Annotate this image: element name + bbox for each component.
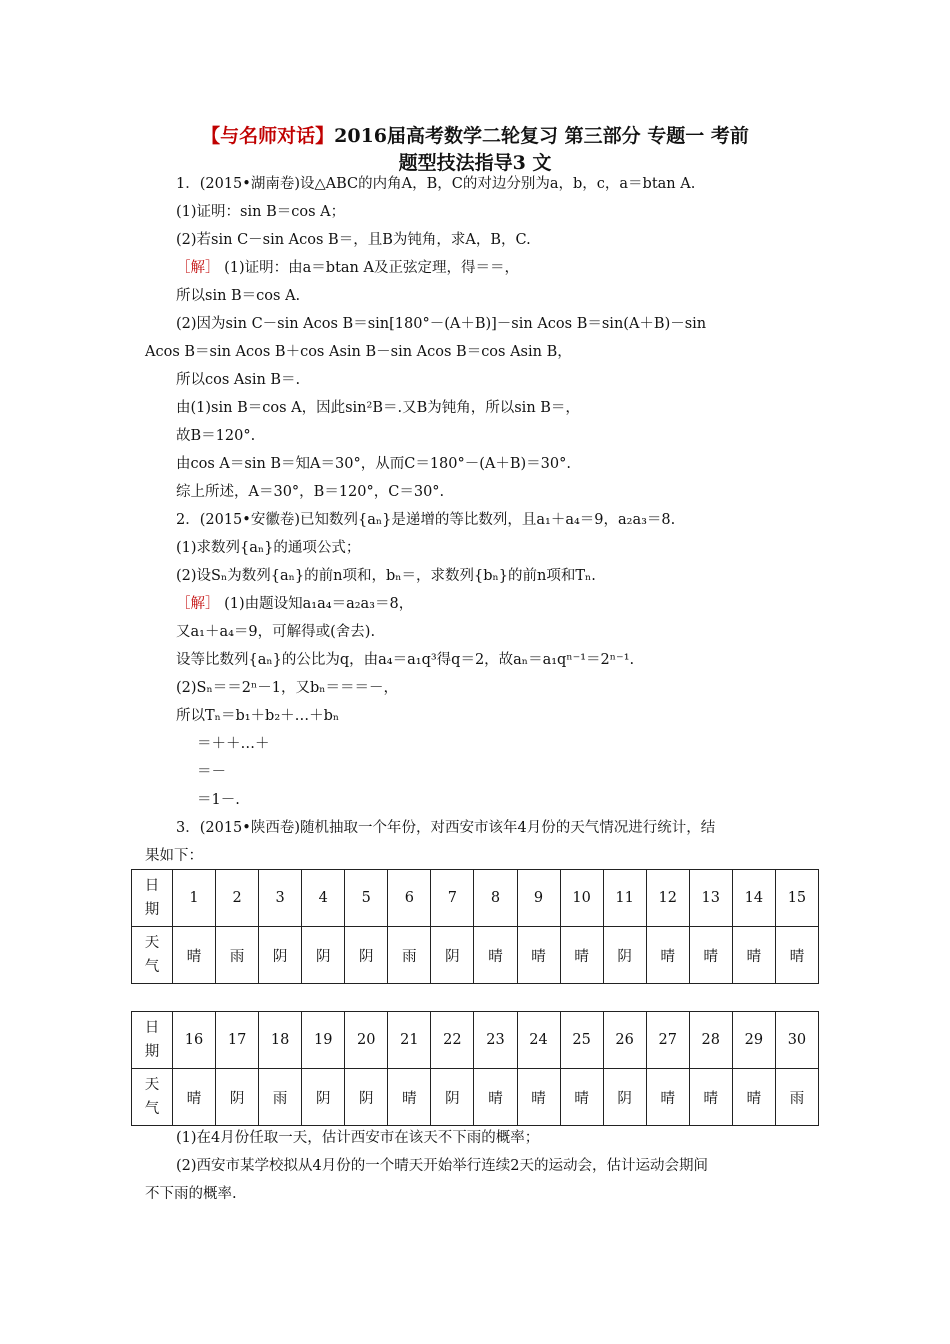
text-line (145, 254, 815, 282)
weather-cell: 晴 (388, 1069, 431, 1126)
weather-cell: 阴 (603, 927, 646, 984)
weather-cell: 雨 (388, 927, 431, 984)
text-line (145, 646, 815, 674)
date-cell: 26 (603, 1012, 646, 1069)
line-text: 由cos A＝sin B＝知A＝30°，从而C＝180°－(A＋B)＝30°. (176, 456, 571, 472)
text-line (145, 1152, 815, 1180)
date-cell: 29 (732, 1012, 775, 1069)
line-text: 综上所述，A＝30°，B＝120°，C＝30°. (176, 484, 445, 500)
line-text: (1)证明：sin B＝cos A； (176, 204, 346, 220)
date-cell: 1 (173, 870, 216, 927)
text-line (145, 198, 815, 226)
line-text: (1)在4月份任取一天，估计西安市在该天不下雨的概率； (176, 1130, 540, 1146)
text-line (145, 702, 815, 730)
line-text: ＝1－. (197, 792, 240, 808)
weather-cell: 晴 (560, 1069, 603, 1126)
date-cell: 19 (302, 1012, 345, 1069)
weather-cell: 晴 (517, 1069, 560, 1126)
line-text: 所以Tₙ＝b₁＋b₂＋…＋bₙ (176, 708, 340, 724)
date-cell: 25 (560, 1012, 603, 1069)
date-header-cell: 日 期 (132, 870, 173, 927)
weather-header-cell: 天 气 (132, 1069, 173, 1126)
text-line (145, 618, 815, 646)
line-text: 又a₁＋a₄＝9，可解得或(舍去). (176, 624, 376, 640)
weather-cell: 雨 (216, 927, 259, 984)
date-cell: 24 (517, 1012, 560, 1069)
text-line (145, 842, 815, 870)
date-header-cell: 日 期 (132, 1012, 173, 1069)
date-cell: 21 (388, 1012, 431, 1069)
line-text: Acos B＝sin Acos B＋cos Asin B－sin Acos B＝cos Asin B， (145, 344, 572, 360)
date-cell: 4 (302, 870, 345, 927)
date-cell: 28 (689, 1012, 732, 1069)
line-text: 不下雨的概率. (145, 1186, 237, 1202)
date-cell: 23 (474, 1012, 517, 1069)
line-text: (1)求数列{aₙ}的通项公式； (176, 540, 361, 556)
weather-cell: 雨 (775, 1069, 818, 1126)
line-text: 3．(2015•陕西卷)随机抽取一个年份，对西安市该年4月份的天气情况进行统计，结 (176, 820, 716, 836)
weather-cell: 晴 (474, 927, 517, 984)
title-line-2: 题型技法指导3 文 (398, 152, 552, 174)
text-line (145, 226, 815, 254)
text-line (145, 338, 815, 366)
date-cell: 30 (775, 1012, 818, 1069)
date-cell: 11 (603, 870, 646, 927)
weather-table-1 (131, 869, 819, 984)
table-row-weather (132, 927, 819, 984)
text-line (145, 478, 815, 506)
text-line (145, 506, 815, 534)
date-cell: 3 (259, 870, 302, 927)
text-line (145, 170, 815, 198)
weather-cell: 晴 (689, 927, 732, 984)
solution-tag: ［解］ (176, 596, 220, 612)
text-line (145, 674, 815, 702)
weather-cell: 晴 (173, 1069, 216, 1126)
text-line (145, 1124, 815, 1152)
weather-cell: 阴 (259, 927, 302, 984)
weather-cell: 晴 (517, 927, 560, 984)
line-text: (2)若sin C－sin Acos B＝，且B为钝角，求A，B，C. (176, 232, 531, 248)
date-cell: 20 (345, 1012, 388, 1069)
weather-cell: 阴 (345, 1069, 388, 1126)
line-text: (2)Sₙ＝＝2ⁿ－1，又bₙ＝＝＝－， (176, 680, 399, 696)
date-cell: 10 (560, 870, 603, 927)
line-text: 所以cos Asin B＝. (176, 372, 301, 388)
date-cell: 5 (345, 870, 388, 927)
question-3-parts (145, 1124, 815, 1208)
text-line (145, 1180, 815, 1208)
text-line (145, 422, 815, 450)
date-cell: 9 (517, 870, 560, 927)
text-line (145, 310, 815, 338)
date-cell: 7 (431, 870, 474, 927)
title-bracket: 【与名师对话】 (201, 125, 335, 147)
line-text: 果如下： (145, 848, 203, 864)
date-cell: 8 (474, 870, 517, 927)
weather-cell: 雨 (259, 1069, 302, 1126)
title-line-1 (60, 123, 890, 150)
document-body (145, 170, 815, 870)
date-cell: 18 (259, 1012, 302, 1069)
table-row-dates (132, 1012, 819, 1069)
text-line (145, 758, 815, 786)
document-title (60, 123, 890, 177)
weather-cell: 晴 (732, 927, 775, 984)
weather-cell: 阴 (431, 1069, 474, 1126)
line-text: 1．(2015•湖南卷)设△ABC的内角A，B，C的对边分别为a，b，c，a＝btan A. (176, 176, 696, 192)
text-line (145, 730, 815, 758)
line-text: (2)因为sin C－sin Acos B＝sin[180°－(A＋B)]－sin Acos B＝sin(A＋B)－sin (176, 316, 707, 332)
weather-cell: 晴 (560, 927, 603, 984)
line-text: ＝＋＋…＋ (197, 736, 270, 752)
text-line (145, 590, 815, 618)
weather-cell: 晴 (646, 927, 689, 984)
title-main-1: 2016届高考数学二轮复习 第三部分 专题一 考前 (334, 125, 749, 147)
weather-cell: 阴 (345, 927, 388, 984)
weather-cell: 阴 (603, 1069, 646, 1126)
weather-cell: 阴 (216, 1069, 259, 1126)
solution-tag: ［解］ (176, 260, 220, 276)
weather-cell: 阴 (431, 927, 474, 984)
weather-cell: 晴 (689, 1069, 732, 1126)
text-line (145, 814, 815, 842)
table-row-dates (132, 870, 819, 927)
line-text: (1)证明：由a＝btan A及正弦定理，得＝＝， (219, 260, 519, 276)
weather-cell: 晴 (173, 927, 216, 984)
line-text: (2)设Sₙ为数列{aₙ}的前n项和，bₙ＝，求数列{bₙ}的前n项和Tₙ. (176, 568, 596, 584)
line-text: (1)由题设知a₁a₄＝a₂a₃＝8， (219, 596, 414, 612)
weather-cell: 阴 (302, 1069, 345, 1126)
line-text: 设等比数列{aₙ}的公比为q，由a₄＝a₁q³得q＝2，故aₙ＝a₁qⁿ⁻¹＝2ⁿ⁻¹. (176, 652, 635, 668)
date-cell: 12 (646, 870, 689, 927)
text-line (145, 282, 815, 310)
date-cell: 16 (173, 1012, 216, 1069)
text-line (145, 366, 815, 394)
table-row-weather (132, 1069, 819, 1126)
date-cell: 6 (388, 870, 431, 927)
text-line (145, 450, 815, 478)
date-cell: 14 (732, 870, 775, 927)
weather-table-2 (131, 1011, 819, 1126)
date-cell: 15 (775, 870, 818, 927)
date-cell: 22 (431, 1012, 474, 1069)
weather-cell: 晴 (646, 1069, 689, 1126)
weather-header-cell: 天 气 (132, 927, 173, 984)
weather-cell: 晴 (474, 1069, 517, 1126)
text-line (145, 394, 815, 422)
line-text: 所以sin B＝cos A. (176, 288, 301, 304)
date-cell: 2 (216, 870, 259, 927)
weather-cell: 晴 (775, 927, 818, 984)
date-cell: 13 (689, 870, 732, 927)
date-cell: 27 (646, 1012, 689, 1069)
line-text: (2)西安市某学校拟从4月份的一个晴天开始举行连续2天的运动会，估计运动会期间 (176, 1158, 708, 1174)
text-line (145, 534, 815, 562)
text-line (145, 786, 815, 814)
text-line (145, 562, 815, 590)
date-cell: 17 (216, 1012, 259, 1069)
line-text: 2．(2015•安徽卷)已知数列{aₙ}是递增的等比数列，且a₁＋a₄＝9，a₂a₃＝8. (176, 512, 676, 528)
weather-cell: 阴 (302, 927, 345, 984)
line-text: 由(1)sin B＝cos A，因此sin²B＝.又B为钝角，所以sin B＝， (176, 400, 580, 416)
line-text: 故B＝120°. (176, 428, 256, 444)
line-text: ＝－ (197, 764, 226, 780)
weather-cell: 晴 (732, 1069, 775, 1126)
